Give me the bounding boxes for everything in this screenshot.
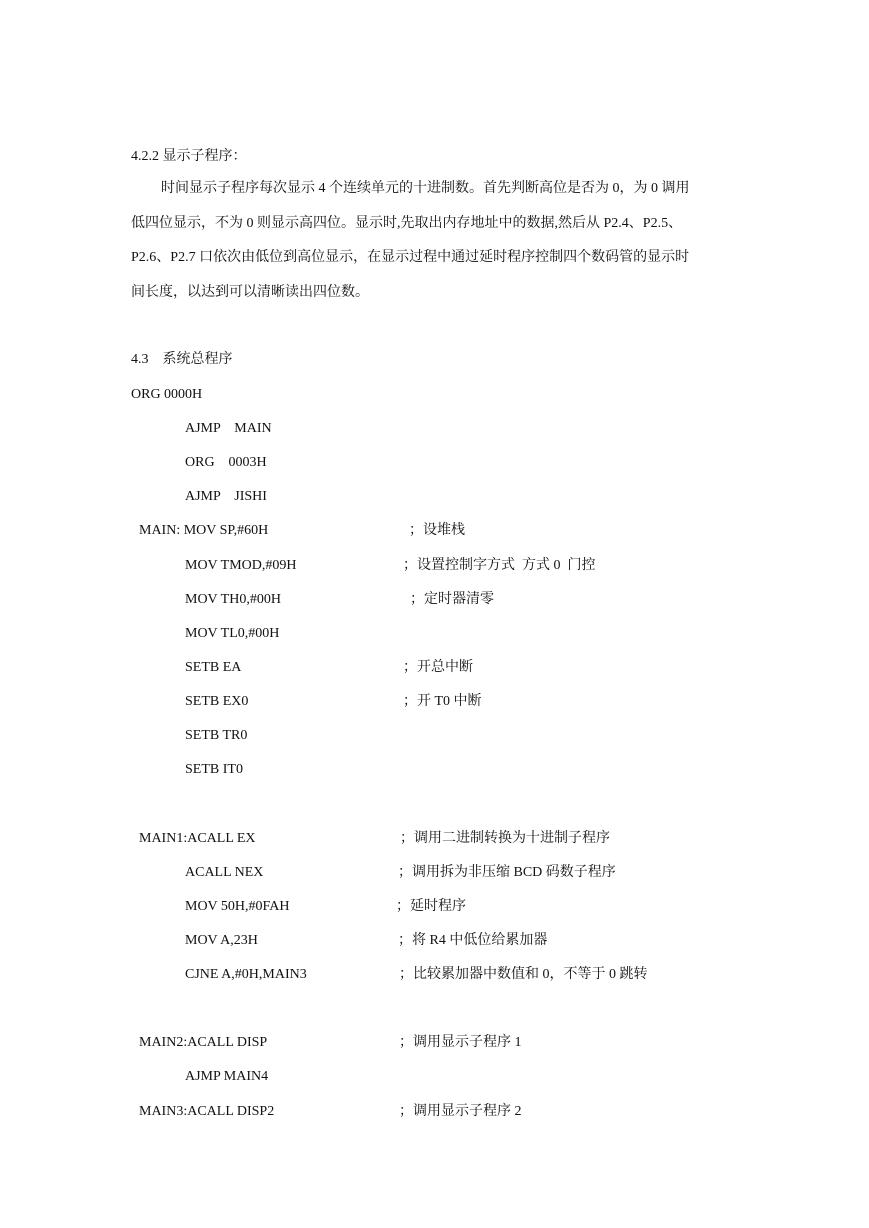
code-line-comment: ；设堆栈: [409, 523, 465, 538]
code-line-comment: ；设置控制字方式 方式 0 门控: [403, 558, 596, 573]
code-line-comment: ；调用显示子程序 2: [399, 1104, 522, 1119]
paragraph-line: 低四位显示，不为 0 则显示高四位。显示时,先取出内存地址中的数据,然后从 P2.4、P2.5、: [131, 216, 683, 231]
code-line-label: MAIN3:ACALL DISP2: [139, 1104, 275, 1119]
code-line-comment: ；延时程序: [396, 899, 466, 914]
code-line-instruction: SETB EX0: [185, 694, 249, 709]
section-heading-4-3: 4.3 系统总程序: [131, 352, 233, 367]
code-line-instruction: CJNE A,#0H,MAIN3: [185, 967, 307, 982]
code-line-instruction: MOV 50H,#0FAH: [185, 899, 290, 914]
code-line-label: MAIN1:ACALL EX: [139, 831, 256, 846]
code-line-instruction: MOV TH0,#00H: [185, 592, 281, 607]
code-line-instruction: ACALL NEX: [185, 865, 264, 880]
code-line-instruction: AJMP MAIN: [185, 421, 272, 436]
code-line-comment: ；调用二进制转换为十进制子程序: [400, 831, 610, 846]
paragraph-line: 间长度，以达到可以清晰读出四位数。: [131, 285, 369, 300]
code-line-instruction: MOV TL0,#00H: [185, 626, 280, 641]
paragraph-line: 时间显示子程序每次显示 4 个连续单元的十进制数。首先判断高位是否为 0，为 0 调用: [161, 181, 690, 196]
code-line-instruction: SETB EA: [185, 660, 242, 675]
code-line-comment: ；调用拆为非压缩 BCD 码数子程序: [398, 865, 616, 880]
code-line-label: MAIN2:ACALL DISP: [139, 1035, 268, 1050]
code-line-comment: ；比较累加器中数值和 0，不等于 0 跳转: [399, 967, 648, 982]
code-line-label: ORG 0000H: [131, 387, 203, 402]
code-line-label: MAIN: MOV SP,#60H: [139, 523, 269, 538]
code-line-comment: ；定时器清零: [410, 592, 494, 607]
section-heading-4-2-2: 4.2.2 显示子程序：: [131, 149, 247, 164]
code-line-instruction: AJMP MAIN4: [185, 1069, 269, 1084]
code-line-instruction: ORG 0003H: [185, 455, 267, 470]
code-line-comment: ；开总中断: [403, 660, 473, 675]
paragraph-line: P2.6、P2.7 口依次由低位到高位显示，在显示过程中通过延时程序控制四个数码管的显示时: [131, 250, 690, 265]
code-line-comment: ；调用显示子程序 1: [399, 1035, 522, 1050]
code-line-comment: ；将 R4 中低位给累加器: [398, 933, 548, 948]
code-line-comment: ；开 T0 中断: [403, 694, 482, 709]
code-line-instruction: MOV A,23H: [185, 933, 258, 948]
code-line-instruction: AJMP JISHI: [185, 489, 267, 504]
code-line-instruction: SETB TR0: [185, 728, 248, 743]
code-line-instruction: SETB IT0: [185, 762, 243, 777]
code-line-instruction: MOV TMOD,#09H: [185, 558, 297, 573]
